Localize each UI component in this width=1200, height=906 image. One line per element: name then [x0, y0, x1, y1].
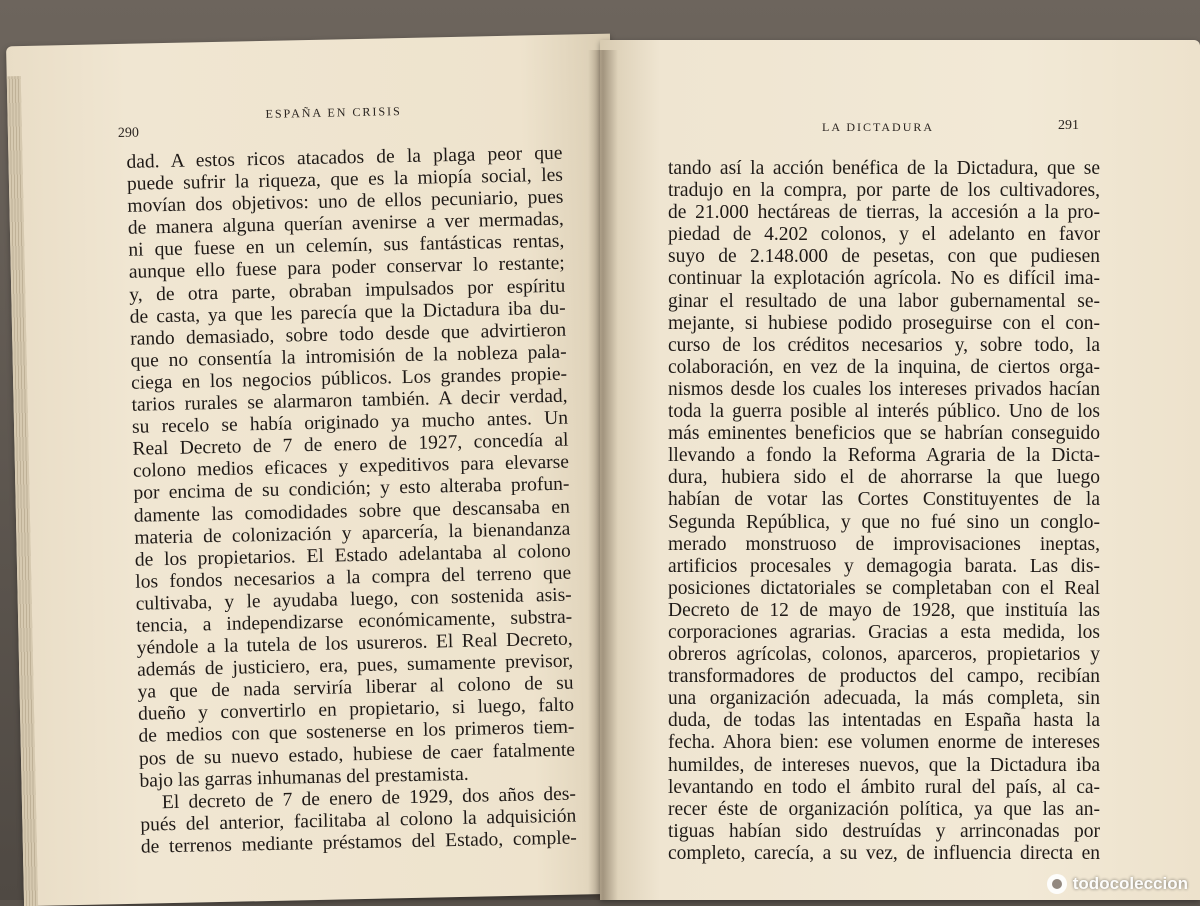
text-line: levantando en todo el ámbito rural del país, al ca- [668, 776, 1100, 798]
left-page [6, 34, 628, 906]
text-line: tradujo en la compra, por parte de los cultivadores, [668, 180, 1100, 202]
text-line: continuar la explotación agrícola. No es difícil ima- [668, 268, 1100, 290]
text-line: de 21.000 hectáreas de tierras, la accesión a la pro- [668, 202, 1100, 224]
text-line: Real Decreto de 7 de enero de 1927, concedía al [132, 429, 569, 460]
text-line: su recelo se había originado ya mucho antes. Un [131, 407, 569, 438]
watermark-logo-icon [1047, 874, 1067, 894]
text-line: merado monstruoso de improvisaciones ineptas, [668, 533, 1100, 555]
text-line: ciega en los negocios públicos. Los grandes propie- [130, 363, 568, 394]
text-line: de medios con que sostenerse en los primeros tiem- [138, 717, 575, 748]
text-line: Segunda República, y que no fué sino un conglo- [668, 511, 1100, 533]
text-line: más eminentes beneficios que se habrían conseguido [668, 423, 1100, 445]
right-running-head: LA DICTADURA [822, 120, 935, 134]
text-line: tencia, a independizarse económicamente, substra- [136, 606, 573, 637]
left-page-number: 290 [117, 125, 140, 141]
text-line: ginar el resultado de una labor gubernamental se- [668, 290, 1100, 312]
text-line: que no consentía la intromisión de la nobleza pala- [130, 341, 567, 372]
text-line: dad. A estos ricos atacados de la plaga peor que [126, 142, 563, 173]
text-line: dura, hubiera sido el de ahorrarse la que luego [668, 467, 1100, 489]
text-line: colaboración, en vez de la inquina, de ciertos orga- [668, 356, 1100, 378]
text-line: duda, de todas las intentadas en España hasta la [668, 710, 1100, 732]
text-line: suyo de 2.148.000 de pesetas, con que pudiesen [668, 246, 1100, 268]
text-line: de terrenos mediante préstamos del Estado, comple- [140, 827, 577, 858]
text-line: obreros agrícolas, colonos, aparceros, propietarios y [668, 644, 1100, 666]
text-line: movían dos objetivos: uno de ellos pecuniario, pues [127, 186, 564, 218]
watermark [1047, 874, 1188, 894]
text-line: Decreto de 12 de mayo de 1928, que instituía las [668, 599, 1100, 621]
text-line: colono medios eficaces y expeditivos para elevarse [132, 451, 570, 483]
text-line: llevando a fondo la Reforma Agraria de la Dicta- [668, 445, 1100, 467]
text-line: ni que fuese en un celemín, sus fantásticas rentas, [128, 231, 565, 262]
text-line: nismos desde los cuales los intereses privados hacían [668, 378, 1100, 400]
text-line: artificios procesales y demagogia barata. Las dis- [668, 555, 1100, 577]
text-line: recer éste de organización política, ya que las an- [668, 798, 1100, 820]
text-line: damente las comodidades sobre que descansaba en [133, 496, 571, 527]
text-line: cultivaba, y le ayudaba luego, con sostenida asis- [135, 584, 572, 615]
text-line: rando demasiado, sobre todo desde que advirtieron [130, 319, 567, 350]
text-line: una organización adecuada, la más completa, sin [668, 688, 1100, 710]
text-line: puede sufrir la riqueza, que es la miopía social, les [126, 164, 564, 195]
text-line: habían de votar las Cortes Constituyentes de la [668, 489, 1100, 511]
text-line: de los propietarios. El Estado adelantaba al colono [134, 540, 571, 571]
text-line: completo, carecía, a su vez, de influencia directa en [668, 842, 1100, 864]
text-line: fecha. Ahora bien: ese volumen enorme de intereses [668, 732, 1100, 754]
book-gutter [588, 50, 618, 900]
text-line: pués del anterior, facilitaba al colono la adquisición [140, 805, 577, 836]
text-line: humildes, de intereses nuevos, que la Dictadura iba [668, 754, 1100, 776]
text-line: tando así la acción benéfica de la Dictadura, que se [668, 158, 1100, 179]
left-page-text [126, 143, 577, 859]
right-page-text [668, 158, 1100, 865]
text-line: posiciones dictatoriales se completaban con el Real [668, 577, 1100, 599]
text-line: corporaciones agrarias. Gracias a esta medida, los [668, 621, 1100, 643]
text-line: los fondos necesarios a la compra del terreno que [135, 562, 572, 593]
text-line: tarios rurales se alarmaron también. A decir verdad, [131, 385, 568, 416]
text-line: mejante, si hubiese podido proseguirse con el con- [668, 312, 1100, 334]
text-line: ya que de nada serviría liberar al colono de su [137, 672, 574, 703]
text-line: tiguas habían sido destruídas y arrinconadas por [668, 820, 1100, 842]
right-page [600, 40, 1200, 900]
text-line: dueño y convertirlo en propietario, si luego, falto [137, 694, 575, 726]
text-line: de manera alguna querían avenirse a ver mermadas, [127, 208, 565, 240]
text-line: pos de su nuevo estado, hubiese de caer fatalmente [138, 739, 576, 770]
open-book [0, 40, 1200, 900]
page-edges [7, 76, 38, 906]
right-page-number: 291 [1058, 118, 1079, 133]
text-line: de casta, ya que les parecía que la Dictadura iba du- [129, 297, 566, 328]
watermark-text: todocoleccion [1072, 874, 1188, 893]
text-line: toda la guerra posible al interés público. Uno de los [668, 401, 1100, 423]
text-line: materia de colonización y aparcería, la bienandanza [134, 518, 571, 549]
text-line: bajo las garras inhumanas del prestamista. [139, 763, 469, 792]
text-line: por encima de su condición; y esto alteraba profun- [133, 474, 570, 505]
text-line: y, de otra parte, obraban impulsados por espíritu [129, 275, 566, 306]
text-line: curso de los créditos necesarios y, sobre todo, la [668, 334, 1100, 356]
text-line: yéndole a la tutela de los usureros. El Real Decreto, [136, 628, 573, 659]
text-line: aunque ello fuese para poder conservar lo restante; [128, 253, 565, 284]
text-line: además de justiciero, era, pues, sumamente previsor, [136, 650, 574, 681]
left-running-head: ESPAÑA EN CRISIS [265, 104, 402, 121]
text-line: transformadores de productos del campo, recibían [668, 666, 1100, 688]
text-line: piedad de 4.202 colonos, y el adelanto en favor [668, 224, 1100, 246]
text-line: El decreto de 7 de enero de 1929, dos años des- [161, 783, 577, 813]
